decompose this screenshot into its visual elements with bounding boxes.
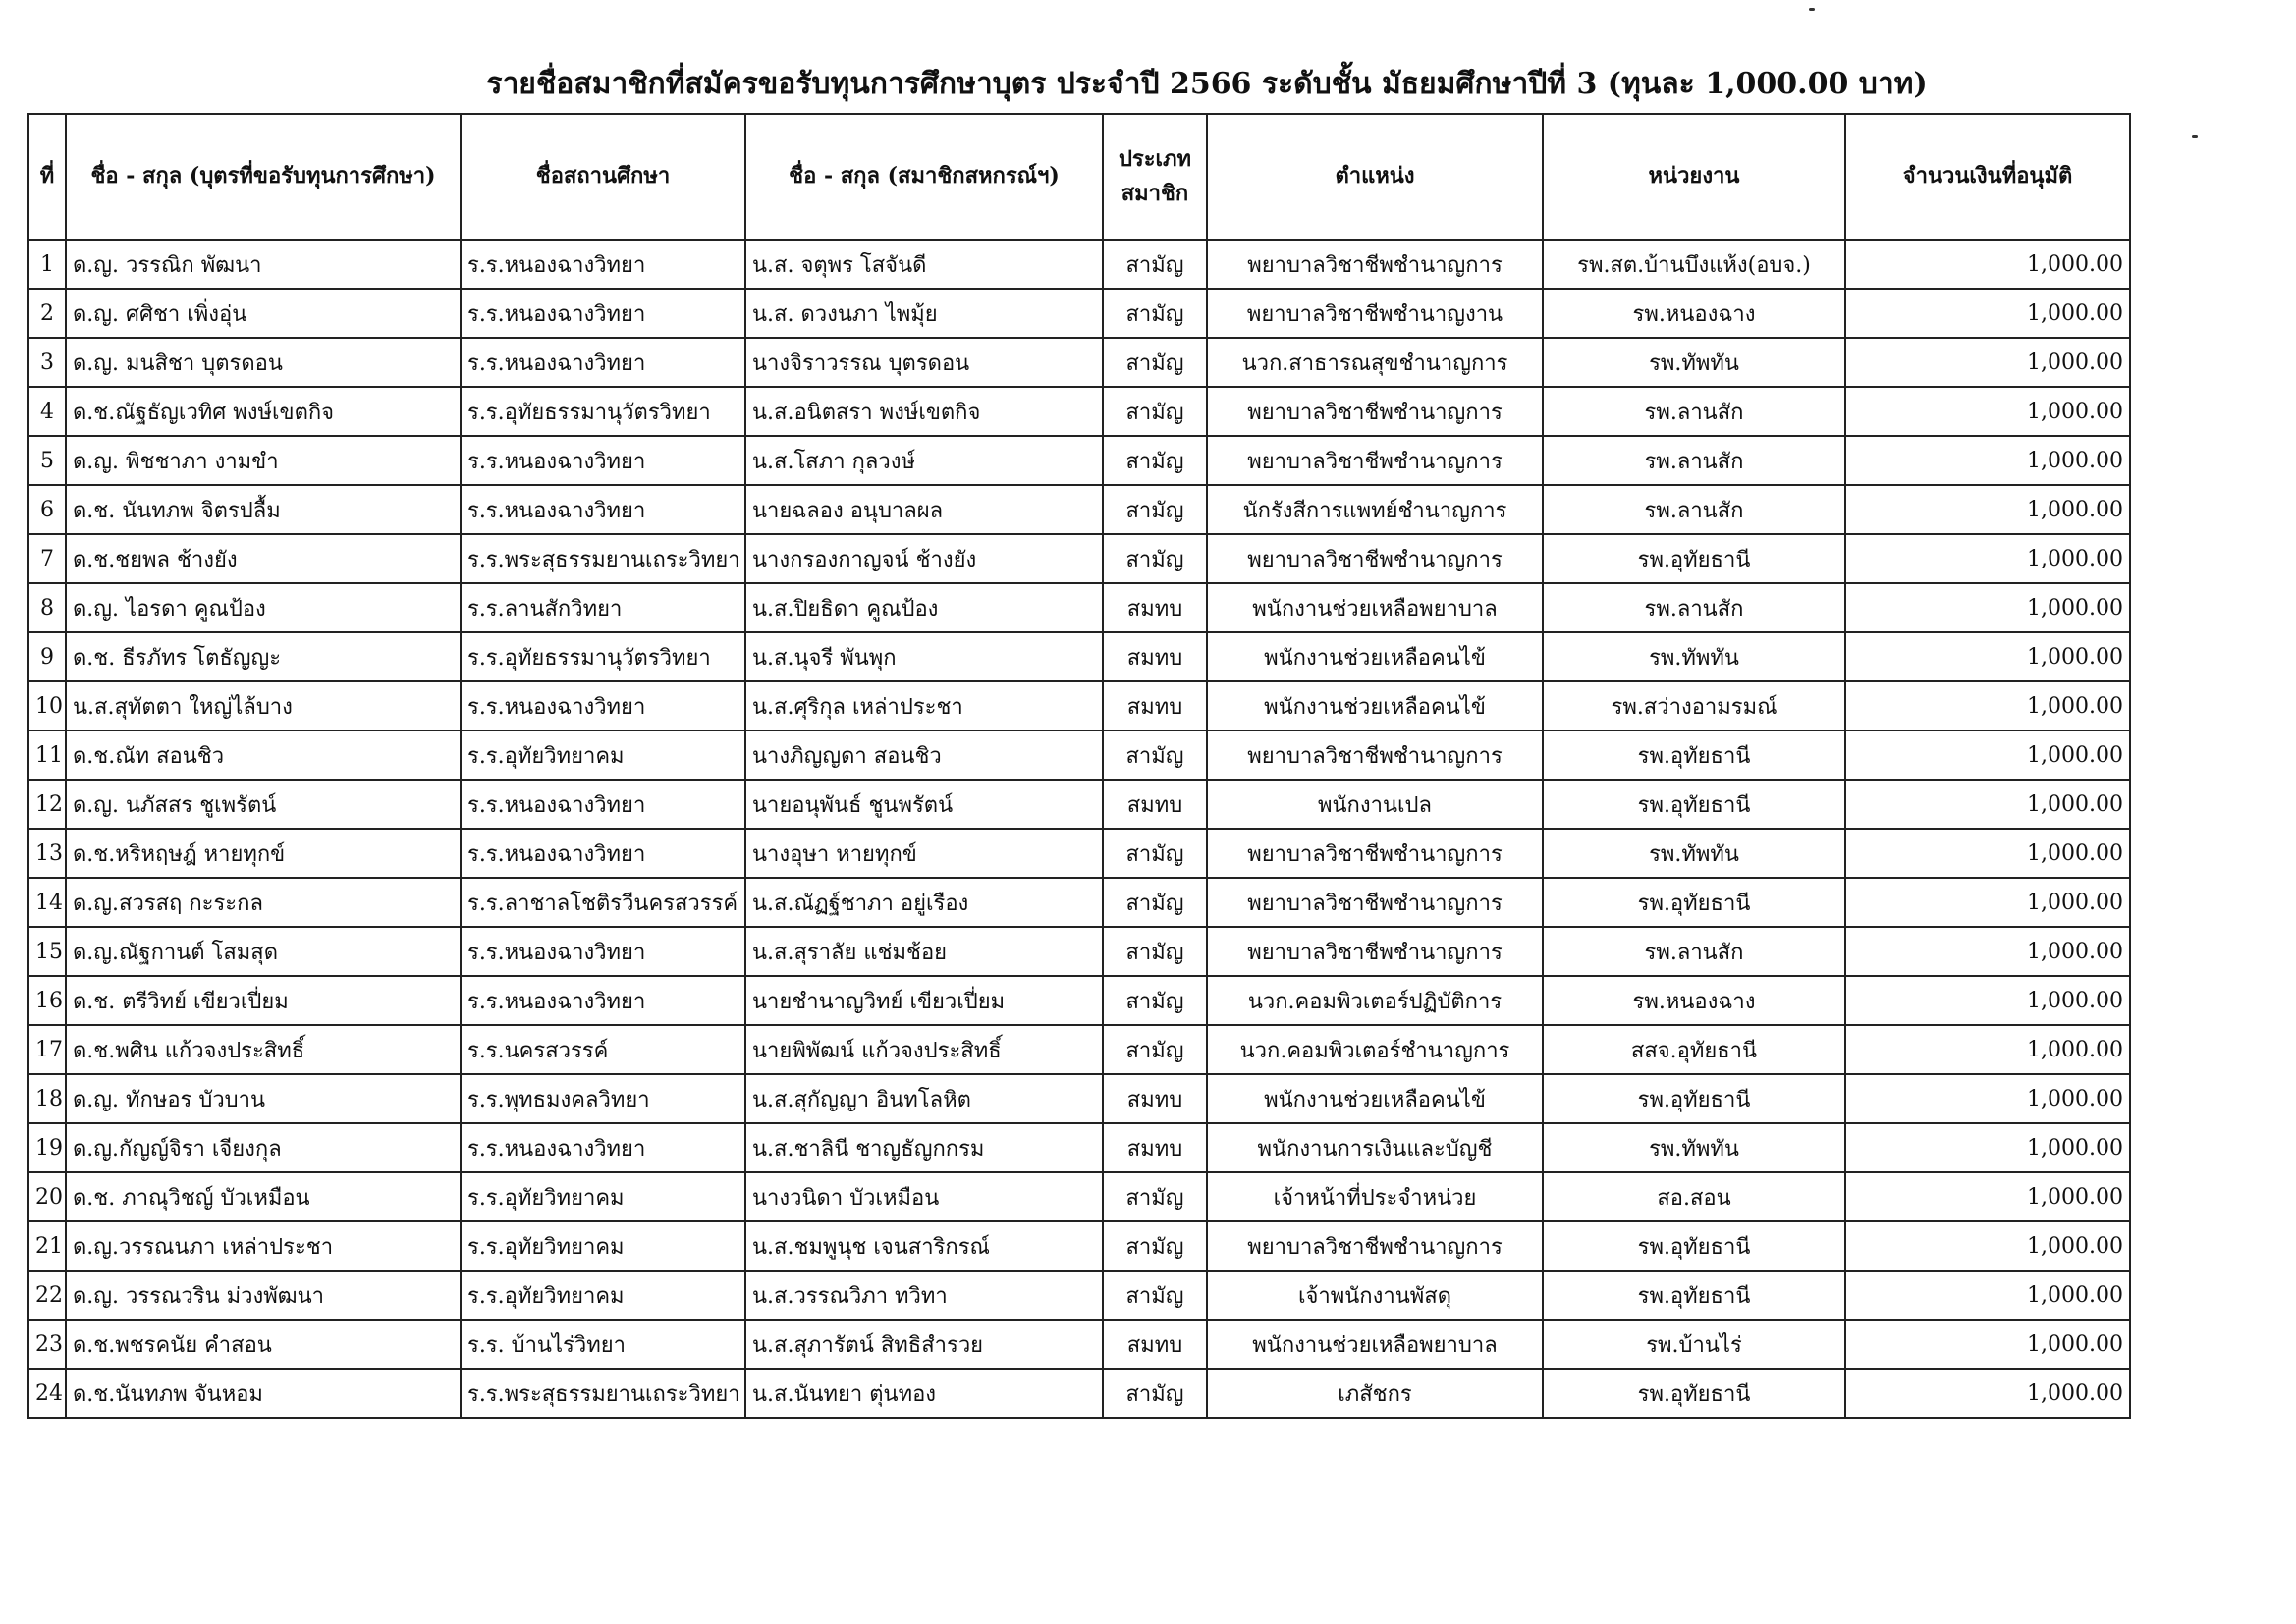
table-body — [28, 240, 2130, 1418]
header-position: ตำแหน่ง — [1207, 114, 1543, 240]
cell-no: 5 — [28, 436, 66, 485]
table-row — [28, 927, 2130, 976]
table-row — [28, 1074, 2130, 1123]
table-row — [28, 436, 2130, 485]
cell-amount: 1,000.00 — [1845, 485, 2130, 534]
cell-school: ร.ร.หนองฉางวิทยา — [461, 976, 745, 1025]
cell-no: 20 — [28, 1172, 66, 1221]
cell-amount: 1,000.00 — [1845, 632, 2130, 681]
cell-unit: รพ.อุทัยธานี — [1543, 731, 1845, 780]
table-row — [28, 485, 2130, 534]
cell-amount: 1,000.00 — [1845, 1271, 2130, 1320]
cell-position: นวก.คอมพิวเตอร์ชำนาญการ — [1207, 1025, 1543, 1074]
cell-member-name: น.ส.ปิยธิดา คูณป้อง — [745, 583, 1103, 632]
cell-unit: รพ.ทัพทัน — [1543, 829, 1845, 878]
cell-member-name: น.ส.ชาลินี ชาญธัญกกรม — [745, 1123, 1103, 1172]
cell-position: พยาบาลวิชาชีพชำนาญการ — [1207, 878, 1543, 927]
table-row — [28, 780, 2130, 829]
cell-member-name: น.ส.โสภา กุลวงษ์ — [745, 436, 1103, 485]
cell-member-type: สมทบ — [1103, 632, 1207, 681]
cell-unit: รพ.ทัพทัน — [1543, 1123, 1845, 1172]
cell-child-name: ด.ญ. วรรณิก พัฒนา — [66, 240, 461, 289]
cell-no: 7 — [28, 534, 66, 583]
cell-no: 21 — [28, 1221, 66, 1271]
cell-school: ร.ร.อุทัยวิทยาคม — [461, 1271, 745, 1320]
cell-amount: 1,000.00 — [1845, 534, 2130, 583]
cell-school: ร.ร.อุทัยวิทยาคม — [461, 1221, 745, 1271]
cell-member-name: น.ส.สุกัญญา อินทโลหิต — [745, 1074, 1103, 1123]
cell-amount: 1,000.00 — [1845, 387, 2130, 436]
cell-amount: 1,000.00 — [1845, 436, 2130, 485]
cell-member-type: สมทบ — [1103, 1123, 1207, 1172]
cell-member-name: น.ส.นุจรี พันพุก — [745, 632, 1103, 681]
header-child-name: ชื่อ - สกุล (บุตรที่ขอรับทุนการศึกษา) — [66, 114, 461, 240]
table-row — [28, 829, 2130, 878]
cell-child-name: ด.ญ. วรรณวริน ม่วงพัฒนา — [66, 1271, 461, 1320]
table-row — [28, 1271, 2130, 1320]
cell-unit: รพ.หนองฉาง — [1543, 976, 1845, 1025]
cell-school: ร.ร.อุทัยธรรมานุวัตรวิทยา — [461, 387, 745, 436]
table-row — [28, 1221, 2130, 1271]
cell-position: พยาบาลวิชาชีพชำนาญการ — [1207, 534, 1543, 583]
cell-member-name: น.ส.ณัฏฐ์ชาภา อยู่เรือง — [745, 878, 1103, 927]
cell-no: 11 — [28, 731, 66, 780]
cell-child-name: น.ส.สุทัตตา ใหญ่ไล้บาง — [66, 681, 461, 731]
cell-unit: รพ.ลานสัก — [1543, 485, 1845, 534]
cell-school: ร.ร.ลานสักวิทยา — [461, 583, 745, 632]
cell-unit: รพ.อุทัยธานี — [1543, 1369, 1845, 1418]
cell-child-name: ด.ญ. ทักษอร บัวบาน — [66, 1074, 461, 1123]
cell-child-name: ด.ช.หริหฤษฎ์ หายทุกข์ — [66, 829, 461, 878]
cell-no: 8 — [28, 583, 66, 632]
cell-no: 18 — [28, 1074, 66, 1123]
cell-member-type: สามัญ — [1103, 1025, 1207, 1074]
table-row — [28, 731, 2130, 780]
cell-position: พนักงานเปล — [1207, 780, 1543, 829]
scan-speck — [1809, 8, 1815, 11]
cell-child-name: ด.ญ. พิชชาภา งามขำ — [66, 436, 461, 485]
header-type-line1: ประเภท — [1118, 145, 1192, 172]
cell-unit: รพ.ลานสัก — [1543, 387, 1845, 436]
cell-unit: รพ.ทัพทัน — [1543, 338, 1845, 387]
cell-member-type: สมทบ — [1103, 1074, 1207, 1123]
cell-position: เภสัชกร — [1207, 1369, 1543, 1418]
cell-position: พยาบาลวิชาชีพชำนาญการ — [1207, 731, 1543, 780]
cell-child-name: ด.ญ.ณัฐกานต์ โสมสุด — [66, 927, 461, 976]
cell-member-type: สมทบ — [1103, 780, 1207, 829]
cell-no: 10 — [28, 681, 66, 731]
cell-no: 24 — [28, 1369, 66, 1418]
table-row — [28, 1123, 2130, 1172]
cell-member-type: สามัญ — [1103, 1271, 1207, 1320]
cell-no: 19 — [28, 1123, 66, 1172]
cell-unit: รพ.ลานสัก — [1543, 583, 1845, 632]
cell-school: ร.ร.หนองฉางวิทยา — [461, 681, 745, 731]
cell-school: ร.ร.หนองฉางวิทยา — [461, 240, 745, 289]
cell-member-type: สมทบ — [1103, 583, 1207, 632]
cell-member-name: นางวนิดา บัวเหมือน — [745, 1172, 1103, 1221]
cell-no: 13 — [28, 829, 66, 878]
cell-member-name: น.ส. ดวงนภา ไพมุ้ย — [745, 289, 1103, 338]
table-row — [28, 1025, 2130, 1074]
cell-unit: รพ.หนองฉาง — [1543, 289, 1845, 338]
cell-member-type: สามัญ — [1103, 240, 1207, 289]
cell-position: พนักงานช่วยเหลือคนไข้ — [1207, 1074, 1543, 1123]
table-row — [28, 878, 2130, 927]
cell-position: พนักงานช่วยเหลือคนไข้ — [1207, 681, 1543, 731]
cell-no: 15 — [28, 927, 66, 976]
cell-child-name: ด.ญ. มนสิชา บุตรดอน — [66, 338, 461, 387]
cell-school: ร.ร.อุทัยวิทยาคม — [461, 731, 745, 780]
cell-unit: รพ.ลานสัก — [1543, 927, 1845, 976]
header-row — [28, 114, 2130, 240]
cell-amount: 1,000.00 — [1845, 1221, 2130, 1271]
cell-amount: 1,000.00 — [1845, 829, 2130, 878]
cell-unit: รพ.อุทัยธานี — [1543, 1271, 1845, 1320]
cell-amount: 1,000.00 — [1845, 338, 2130, 387]
cell-member-name: นายชำนาญวิทย์ เขียวเปี่ยม — [745, 976, 1103, 1025]
header-member-name: ชื่อ - สกุล (สมาชิกสหกรณ์ฯ) — [745, 114, 1103, 240]
cell-member-type: สามัญ — [1103, 927, 1207, 976]
page-title: รายชื่อสมาชิกที่สมัครขอรับทุนการศึกษาบุตร ประจำปี 2566 ระดับชั้น มัธยมศึกษาปีที่ 3 (ทุนละ 1,000.00 บาท) — [486, 67, 1928, 101]
cell-unit: สอ.สอน — [1543, 1172, 1845, 1221]
cell-member-type: สามัญ — [1103, 829, 1207, 878]
cell-no: 4 — [28, 387, 66, 436]
cell-amount: 1,000.00 — [1845, 878, 2130, 927]
cell-amount: 1,000.00 — [1845, 1172, 2130, 1221]
header-unit: หน่วยงาน — [1543, 114, 1845, 240]
cell-school: ร.ร.หนองฉางวิทยา — [461, 1123, 745, 1172]
header-type-line2: สมาชิก — [1121, 181, 1189, 206]
cell-child-name: ด.ช.นันทภพ จันหอม — [66, 1369, 461, 1418]
table-row — [28, 240, 2130, 289]
cell-school: ร.ร.หนองฉางวิทยา — [461, 338, 745, 387]
cell-position: พยาบาลวิชาชีพชำนาญการ — [1207, 927, 1543, 976]
cell-school: ร.ร.หนองฉางวิทยา — [461, 829, 745, 878]
cell-position: นวก.คอมพิวเตอร์ปฏิบัติการ — [1207, 976, 1543, 1025]
cell-position: เจ้าพนักงานพัสดุ — [1207, 1271, 1543, 1320]
cell-unit: สสจ.อุทัยธานี — [1543, 1025, 1845, 1074]
cell-unit: รพ.อุทัยธานี — [1543, 1221, 1845, 1271]
cell-member-type: สามัญ — [1103, 338, 1207, 387]
cell-child-name: ด.ญ. ศศิชา เพิ่งอุ่น — [66, 289, 461, 338]
header-school: ชื่อสถานศึกษา — [461, 114, 745, 240]
cell-member-name: น.ส.สุภารัตน์ สิทธิสำรวย — [745, 1320, 1103, 1369]
cell-child-name: ด.ช. นันทภพ จิตรปลื้ม — [66, 485, 461, 534]
cell-child-name: ด.ช.ณัฐธัญเวทิศ พงษ์เขตกิจ — [66, 387, 461, 436]
cell-amount: 1,000.00 — [1845, 1320, 2130, 1369]
cell-member-name: นางอุษา หายทุกข์ — [745, 829, 1103, 878]
cell-unit: รพ.อุทัยธานี — [1543, 534, 1845, 583]
cell-unit: รพ.ลานสัก — [1543, 436, 1845, 485]
cell-position: พยาบาลวิชาชีพชำนาญการ — [1207, 829, 1543, 878]
cell-member-name: นางกรองกาญจน์ ช้างยัง — [745, 534, 1103, 583]
cell-unit: รพ.ทัพทัน — [1543, 632, 1845, 681]
cell-unit: รพ.บ้านไร่ — [1543, 1320, 1845, 1369]
table-row — [28, 289, 2130, 338]
cell-no: 23 — [28, 1320, 66, 1369]
cell-member-name: น.ส. จตุพร โสจันดี — [745, 240, 1103, 289]
cell-position: พยาบาลวิชาชีพชำนาญการ — [1207, 240, 1543, 289]
cell-unit: รพ.สว่างอามรมณ์ — [1543, 681, 1845, 731]
cell-amount: 1,000.00 — [1845, 1369, 2130, 1418]
cell-child-name: ด.ญ.สวรสฤ กะระกล — [66, 878, 461, 927]
cell-child-name: ด.ช. ธีรภัทร โตธัญญะ — [66, 632, 461, 681]
cell-school: ร.ร.พระสุธรรมยานเถระวิทยา — [461, 534, 745, 583]
cell-position: พนักงานช่วยเหลือคนไข้ — [1207, 632, 1543, 681]
table-row — [28, 1172, 2130, 1221]
cell-no: 22 — [28, 1271, 66, 1320]
table-row — [28, 338, 2130, 387]
table-row — [28, 632, 2130, 681]
table-row — [28, 534, 2130, 583]
cell-unit: รพ.อุทัยธานี — [1543, 780, 1845, 829]
cell-member-type: สามัญ — [1103, 1221, 1207, 1271]
cell-amount: 1,000.00 — [1845, 927, 2130, 976]
cell-unit: รพ.สต.บ้านบึงแห้ง(อบจ.) — [1543, 240, 1845, 289]
cell-amount: 1,000.00 — [1845, 731, 2130, 780]
header-member-type — [1103, 114, 1207, 240]
scan-speck — [2192, 135, 2198, 138]
table-row — [28, 976, 2130, 1025]
cell-position: นวก.สาธารณสุขชำนาญการ — [1207, 338, 1543, 387]
cell-amount: 1,000.00 — [1845, 289, 2130, 338]
cell-no: 17 — [28, 1025, 66, 1074]
cell-child-name: ด.ช.ชยพล ช้างยัง — [66, 534, 461, 583]
cell-unit: รพ.อุทัยธานี — [1543, 1074, 1845, 1123]
cell-child-name: ด.ช.พศิน แก้วจงประสิทธิ์ — [66, 1025, 461, 1074]
cell-member-type: สามัญ — [1103, 387, 1207, 436]
cell-member-type: สามัญ — [1103, 534, 1207, 583]
cell-school: ร.ร. บ้านไร่วิทยา — [461, 1320, 745, 1369]
cell-amount: 1,000.00 — [1845, 1025, 2130, 1074]
cell-member-type: สมทบ — [1103, 1320, 1207, 1369]
cell-amount: 1,000.00 — [1845, 583, 2130, 632]
cell-member-name: น.ส.สุราลัย แช่มช้อย — [745, 927, 1103, 976]
cell-no: 6 — [28, 485, 66, 534]
cell-no: 12 — [28, 780, 66, 829]
cell-position: พนักงานช่วยเหลือพยาบาล — [1207, 583, 1543, 632]
cell-member-name: น.ส.ชมพูนุช เจนสาริกรณ์ — [745, 1221, 1103, 1271]
cell-position: พยาบาลวิชาชีพชำนาญการ — [1207, 1221, 1543, 1271]
cell-amount: 1,000.00 — [1845, 681, 2130, 731]
cell-position: พนักงานช่วยเหลือพยาบาล — [1207, 1320, 1543, 1369]
cell-no: 1 — [28, 240, 66, 289]
cell-member-name: นายอนุพันธ์ ชูนพรัตน์ — [745, 780, 1103, 829]
cell-member-type: สามัญ — [1103, 289, 1207, 338]
cell-amount: 1,000.00 — [1845, 976, 2130, 1025]
cell-school: ร.ร.หนองฉางวิทยา — [461, 927, 745, 976]
table-row — [28, 1320, 2130, 1369]
cell-no: 3 — [28, 338, 66, 387]
cell-child-name: ด.ช. ภาณุวิชญ์ บัวเหมือน — [66, 1172, 461, 1221]
cell-member-type: สามัญ — [1103, 731, 1207, 780]
cell-no: 9 — [28, 632, 66, 681]
cell-child-name: ด.ญ. นภัสสร ชูเพรัตน์ — [66, 780, 461, 829]
cell-member-name: นางภิญญดา สอนชิว — [745, 731, 1103, 780]
cell-position: พยาบาลวิชาชีพชำนาญการ — [1207, 387, 1543, 436]
cell-position: เจ้าหน้าที่ประจำหน่วย — [1207, 1172, 1543, 1221]
cell-member-name: นางจิราวรรณ บุตรดอน — [745, 338, 1103, 387]
cell-amount: 1,000.00 — [1845, 780, 2130, 829]
cell-child-name: ด.ญ. ไอรดา คูณป้อง — [66, 583, 461, 632]
cell-child-name: ด.ช. ตรีวิทย์ เขียวเปี่ยม — [66, 976, 461, 1025]
cell-member-type: สามัญ — [1103, 1369, 1207, 1418]
cell-school: ร.ร.อุทัยวิทยาคม — [461, 1172, 745, 1221]
cell-no: 2 — [28, 289, 66, 338]
scholarship-table — [27, 113, 2131, 1419]
cell-school: ร.ร.นครสวรรค์ — [461, 1025, 745, 1074]
table-row — [28, 387, 2130, 436]
cell-school: ร.ร.พระสุธรรมยานเถระวิทยา — [461, 1369, 745, 1418]
cell-member-name: น.ส.วรรณวิภา ทวิทา — [745, 1271, 1103, 1320]
cell-member-type: สามัญ — [1103, 1172, 1207, 1221]
cell-amount: 1,000.00 — [1845, 1074, 2130, 1123]
cell-unit: รพ.อุทัยธานี — [1543, 878, 1845, 927]
cell-member-name: นายฉลอง อนุบาลผล — [745, 485, 1103, 534]
cell-school: ร.ร.ลาชาลโชติรวีนครสวรรค์ — [461, 878, 745, 927]
header-no: ที่ — [28, 114, 66, 240]
cell-child-name: ด.ช.ณัท สอนชิว — [66, 731, 461, 780]
table-header — [28, 114, 2130, 240]
cell-position: นักรังสีการแพทย์ชำนาญการ — [1207, 485, 1543, 534]
cell-member-type: สามัญ — [1103, 878, 1207, 927]
cell-position: พยาบาลวิชาชีพชำนาญงาน — [1207, 289, 1543, 338]
cell-member-name: น.ส.นันทยา ตุ่นทอง — [745, 1369, 1103, 1418]
cell-school: ร.ร.หนองฉางวิทยา — [461, 436, 745, 485]
cell-school: ร.ร.อุทัยธรรมานุวัตรวิทยา — [461, 632, 745, 681]
cell-position: พนักงานการเงินและบัญชี — [1207, 1123, 1543, 1172]
cell-position: พยาบาลวิชาชีพชำนาญการ — [1207, 436, 1543, 485]
cell-school: ร.ร.พุทธมงคลวิทยา — [461, 1074, 745, 1123]
cell-member-type: สามัญ — [1103, 976, 1207, 1025]
header-amount: จำนวนเงินที่อนุมัติ — [1845, 114, 2130, 240]
cell-member-name: น.ส.ศุริกุล เหล่าประชา — [745, 681, 1103, 731]
cell-school: ร.ร.หนองฉางวิทยา — [461, 780, 745, 829]
table-row — [28, 681, 2130, 731]
cell-child-name: ด.ญ.วรรณนภา เหล่าประชา — [66, 1221, 461, 1271]
table-row — [28, 583, 2130, 632]
cell-member-type: สามัญ — [1103, 436, 1207, 485]
table-row — [28, 1369, 2130, 1418]
cell-child-name: ด.ช.พชรคนัย คำสอน — [66, 1320, 461, 1369]
cell-school: ร.ร.หนองฉางวิทยา — [461, 485, 745, 534]
cell-amount: 1,000.00 — [1845, 1123, 2130, 1172]
cell-member-name: นายพิพัฒน์ แก้วจงประสิทธิ์ — [745, 1025, 1103, 1074]
cell-school: ร.ร.หนองฉางวิทยา — [461, 289, 745, 338]
cell-member-type: สมทบ — [1103, 681, 1207, 731]
cell-amount: 1,000.00 — [1845, 240, 2130, 289]
cell-member-name: น.ส.อนิตสรา พงษ์เขตกิจ — [745, 387, 1103, 436]
cell-member-type: สามัญ — [1103, 485, 1207, 534]
cell-child-name: ด.ญ.กัญญ์จิรา เจียงกุล — [66, 1123, 461, 1172]
cell-no: 14 — [28, 878, 66, 927]
cell-no: 16 — [28, 976, 66, 1025]
